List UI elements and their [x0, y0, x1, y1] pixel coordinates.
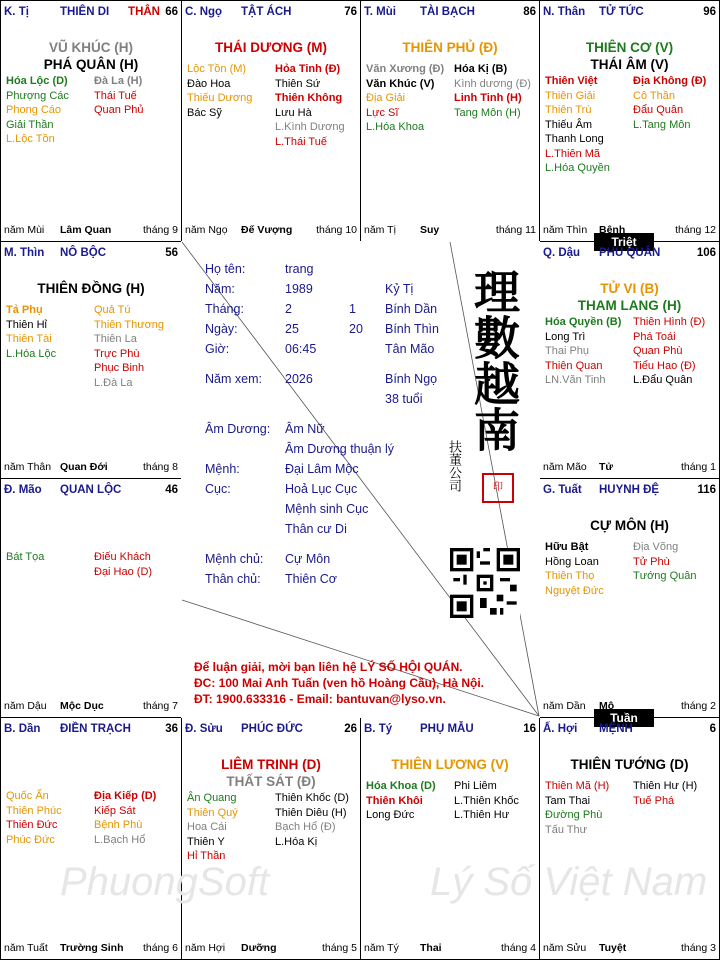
palace-month: tháng 6	[142, 942, 178, 954]
minor-star: Thiên Sứ	[275, 77, 321, 90]
minor-star: Tấu Thư	[545, 823, 588, 836]
minor-star: Thiên Tài	[6, 333, 52, 345]
menhchu-value: Cự Môn	[285, 552, 331, 566]
main-star: THÁI ÂM (V)	[590, 57, 669, 72]
minor-stars-right	[94, 789, 156, 847]
palace-branch: Đ. Sửu	[185, 723, 223, 735]
palace-content-mao	[0, 478, 182, 718]
minor-star: Phong Cáo	[6, 104, 62, 116]
minor-star: Đại Hao (D)	[94, 565, 153, 578]
thanchu-label: Thân chủ:	[205, 572, 261, 586]
minor-star: Thiên Hư (H)	[633, 780, 698, 792]
minor-star: L.Lộc Tồn	[6, 133, 55, 145]
palace-month: tháng 10	[316, 224, 357, 236]
minor-star: Bạch Hổ (Đ)	[275, 821, 336, 833]
contact-line-3: ĐT: 1900.633316 - Email: bantuvan@lyso.vn.	[194, 692, 446, 706]
palace-footer	[4, 942, 178, 956]
palace-trang-sinh: Tuyệt	[599, 942, 627, 954]
palace-header	[364, 6, 536, 20]
palace-trang-sinh: Mộ	[599, 700, 615, 712]
palace-header	[185, 6, 357, 20]
minor-stars-right	[454, 779, 519, 823]
palace-branch: B. Dần	[4, 723, 41, 735]
palace-age-number: 36	[165, 723, 178, 735]
palace-content-hoi	[539, 717, 720, 960]
hoten-value: trang	[285, 262, 314, 276]
ngay-label: Ngày:	[205, 322, 238, 336]
palace-name: TẬT ÁCH	[241, 6, 292, 18]
palace-year: năm Dậu	[4, 700, 47, 712]
minor-stars-right	[275, 62, 345, 149]
gio-can: Tân Mão	[385, 342, 435, 356]
palace-content-ngo	[181, 0, 361, 242]
minor-star: L.Thiên Hư	[454, 809, 510, 821]
minor-star: Lưu Hà	[275, 106, 312, 119]
palace-year: năm Thân	[4, 461, 52, 473]
palace-header	[364, 723, 536, 737]
palace-footer	[4, 700, 178, 714]
palace-name: THIÊN DI	[60, 6, 110, 18]
minor-star: Điếu Khách	[94, 551, 151, 563]
palace-age-number: 16	[523, 723, 536, 735]
minor-star: L.Kình Dương	[275, 121, 345, 133]
minor-star: Văn Khúc (V)	[366, 77, 435, 90]
minor-star: Quốc Ấn	[6, 790, 49, 802]
contact-line-1: Để luận giải, mời bạn liên hệ LÝ SỐ HỘI QUÁN.	[194, 660, 463, 674]
ngay-value-2: 20	[349, 322, 363, 336]
minor-star: Thiên La	[94, 333, 137, 345]
palace-footer	[543, 461, 716, 475]
minor-star: Hỉ Thần	[187, 850, 226, 862]
palace-trang-sinh: Dưỡng	[241, 942, 277, 954]
minor-star: Bác Sỹ	[187, 106, 222, 119]
palace-month: tháng 5	[321, 942, 357, 954]
main-star: THIÊN LƯƠNG (V)	[391, 757, 509, 772]
palace-branch: T. Mùi	[364, 6, 396, 18]
minor-star: LN.Văn Tinh	[545, 374, 606, 386]
palace-name: HUYNH ĐỆ	[599, 484, 660, 496]
minor-star: Địa Kiếp (D)	[94, 790, 157, 802]
minor-star: Đường Phù	[545, 809, 603, 821]
palace-name: TỬ TỨC	[599, 6, 644, 18]
amduong-label: Âm Dương:	[205, 422, 271, 436]
palace-footer	[364, 942, 536, 956]
main-star: CỰ MÔN (H)	[590, 518, 669, 533]
main-star: THẤT SÁT (Đ)	[226, 774, 316, 789]
thanchu-value: Thiên Cơ	[285, 572, 337, 586]
minor-star: Tiểu Hao (Đ)	[633, 359, 696, 372]
palace-year: năm Tị	[364, 224, 396, 236]
minor-stars-left	[6, 789, 62, 847]
palace-footer	[543, 942, 716, 956]
main-star: THAM LANG (H)	[577, 298, 682, 313]
nam-can: Kỷ Tị	[385, 282, 414, 296]
seal-stamp: 印	[482, 473, 514, 503]
minor-star: Thiên Quý	[187, 806, 238, 819]
palace-age-number: 56	[165, 247, 178, 259]
cuc-value-2: Mệnh sinh Cục	[285, 502, 369, 516]
minor-star: Tam Thai	[545, 794, 591, 807]
palace-header	[185, 723, 357, 737]
cuc-label: Cục:	[205, 482, 231, 496]
minor-star: Hồng Loan	[545, 555, 599, 568]
thang-can: Bính Dần	[385, 302, 438, 316]
palace-year: năm Hợi	[185, 942, 226, 954]
palace-month: tháng 9	[142, 224, 178, 236]
contact-line-2: ĐC: 100 Mai Anh Tuấn (ven hồ Hoàng Cầu), Hà Nội.	[194, 676, 485, 690]
palace-footer	[543, 700, 716, 714]
minor-star: Giải Thần	[6, 118, 54, 131]
palace-content-tuat	[539, 478, 720, 718]
cuc-value-3: Thân cư Di	[285, 522, 347, 536]
minor-star: Quan Phù	[633, 345, 683, 357]
palace-age-number: 76	[344, 6, 357, 18]
palace-month: tháng 3	[680, 942, 716, 954]
minor-star: Thiên Mã (H)	[545, 780, 610, 792]
minor-star: Trực Phù	[94, 347, 140, 360]
palace-trang-sinh: Suy	[420, 224, 440, 236]
palace-name: TÀI BẠCH	[420, 6, 475, 18]
namxem-label: Năm xem:	[205, 372, 262, 386]
palace-header	[543, 6, 716, 20]
minor-star: Hỏa Tinh (Đ)	[275, 63, 341, 75]
palace-content-thin	[0, 241, 182, 479]
minor-star: Thiên Quan	[545, 359, 603, 372]
palace-content-ty2	[360, 717, 540, 960]
minor-stars-left	[187, 791, 238, 864]
nam-value: 1989	[285, 282, 313, 296]
minor-star: Tuế Phá	[633, 794, 675, 807]
palace-content-dau	[539, 241, 720, 479]
minor-stars-right	[454, 62, 531, 120]
palace-content-ty	[0, 0, 182, 242]
palace-branch: Q. Dậu	[543, 247, 581, 259]
main-star: TỬ VI (B)	[600, 281, 659, 296]
palace-year: năm Tý	[364, 942, 399, 954]
ngay-can: Bính Thìn	[385, 322, 439, 336]
nam-label: Năm:	[205, 282, 235, 296]
palace-year: năm Tuất	[4, 942, 48, 954]
palace-year: năm Sửu	[543, 942, 587, 954]
thang-label: Tháng:	[205, 302, 244, 316]
minor-stars-left	[6, 74, 69, 147]
minor-stars-left	[366, 779, 436, 823]
palace-month: tháng 11	[495, 224, 536, 236]
minor-star: Thiên Hình (Đ)	[633, 316, 706, 328]
gio-label: Giờ:	[205, 342, 230, 356]
minor-star: Thiên Hỉ	[6, 318, 47, 331]
palace-name: QUAN LỘC	[60, 484, 122, 496]
minor-star: Lộc Tồn (M)	[187, 63, 247, 75]
palace-branch: Đ. Mão	[4, 484, 42, 496]
minor-star: Cô Thần	[633, 89, 675, 102]
minor-star: Tử Phù	[633, 555, 670, 568]
palace-footer	[543, 224, 716, 238]
minor-star: Thiên Việt	[545, 75, 598, 87]
minor-star: Phá Toái	[633, 330, 676, 343]
minor-star: Kiếp Sát	[94, 804, 136, 817]
palace-year: năm Mùi	[4, 224, 45, 236]
palace-trang-sinh: Mộc Dục	[60, 700, 104, 712]
palace-name: PHỤ MẪU	[420, 723, 474, 735]
minor-stars-right	[633, 74, 706, 132]
minor-stars-right	[633, 540, 697, 584]
palace-branch: M. Thìn	[4, 247, 45, 259]
menh-label: Mệnh:	[205, 462, 240, 476]
tuan-badge: Tuần	[594, 709, 654, 727]
palace-footer	[364, 224, 536, 238]
minor-star: Đẩu Quân	[633, 104, 684, 116]
palace-header	[543, 484, 716, 498]
seal-small-text: 扶董公司	[446, 440, 461, 492]
minor-star: Hữu Bật	[545, 541, 589, 553]
palace-name: NÔ BỘC	[60, 247, 106, 259]
palace-branch: N. Thân	[543, 6, 586, 18]
minor-stars-right	[94, 550, 152, 579]
minor-stars-left	[545, 74, 610, 176]
palace-trang-sinh: Đế Vượng	[241, 224, 293, 236]
minor-star: Phượng Các	[6, 89, 69, 102]
minor-star: L.Thiên Khốc	[454, 794, 519, 807]
minor-star: Hóa Quyền (B)	[545, 316, 622, 328]
minor-star: Thiên Thương	[94, 318, 165, 331]
palace-branch: Ấ. Hợi	[543, 723, 578, 735]
main-star: THIÊN ĐỒNG (H)	[37, 281, 145, 296]
minor-star: L.Bạch Hổ	[94, 833, 146, 846]
minor-star: Hoa Cái	[187, 821, 227, 833]
main-star: VŨ KHÚC (H)	[49, 40, 133, 55]
minor-star: Quan Phủ	[94, 104, 144, 116]
thang-value: 2	[285, 302, 292, 316]
palace-branch: B. Tý	[364, 723, 393, 735]
minor-star: Địa Giải	[366, 92, 406, 104]
minor-star: Địa Võng	[633, 541, 679, 553]
palace-footer	[4, 461, 178, 475]
palace-trang-sinh: Tử	[599, 461, 614, 473]
palace-trang-sinh: Trường Sinh	[60, 942, 124, 954]
palace-age-number: 86	[523, 6, 536, 18]
minor-star: Địa Không (Đ)	[633, 75, 707, 87]
minor-star: Đà La (H)	[94, 75, 143, 87]
minor-star: L.Hóa Khoa	[366, 121, 425, 133]
minor-star: Thiên Trù	[545, 104, 592, 116]
minor-star: Đào Hoa	[187, 77, 231, 90]
watermark-right: Lý Số Việt Nam	[430, 860, 708, 904]
palace-trang-sinh: Bệnh	[599, 224, 626, 236]
hoten-label: Họ tên:	[205, 262, 246, 276]
minor-stars-right	[633, 779, 697, 808]
palace-month: tháng 8	[142, 461, 178, 473]
thang-value-2: 1	[349, 302, 356, 316]
minor-star: Tướng Quân	[633, 570, 697, 582]
minor-star: Thiên Thọ	[545, 570, 595, 582]
minor-stars-right	[94, 303, 164, 390]
minor-star: Tả Phụ	[6, 304, 43, 316]
minor-star: Thiên Y	[187, 835, 225, 848]
minor-star: Long Đức	[366, 809, 415, 821]
menhchu-label: Mệnh chủ:	[205, 552, 264, 566]
minor-star: Thiếu Âm	[545, 118, 593, 131]
main-star: THIÊN CƠ (V)	[585, 40, 674, 55]
minor-star: Thái Tuế	[94, 89, 137, 102]
palace-footer	[185, 224, 357, 238]
minor-stars-left	[6, 303, 56, 361]
palace-age-number: 26	[344, 723, 357, 735]
palace-content-mui	[360, 0, 540, 242]
minor-star: Lực Sĩ	[366, 106, 399, 119]
minor-star: Hóa Khoa (D)	[366, 780, 436, 792]
palace-branch: K. Tị	[4, 6, 29, 18]
minor-star: L.Hóa Kị	[275, 835, 318, 848]
minor-star: L.Đẩu Quân	[633, 374, 693, 386]
minor-star: Thiên Không	[275, 92, 343, 104]
palace-trang-sinh: Lâm Quan	[60, 224, 112, 236]
cuc-value: Hoả Lục Cục	[285, 482, 358, 496]
palace-header	[543, 247, 716, 261]
palace-age-number: 96	[703, 6, 716, 18]
palace-month: tháng 2	[680, 700, 716, 712]
minor-star: Tang Môn (H)	[454, 106, 521, 119]
qr-code	[450, 548, 520, 618]
palace-footer	[185, 942, 357, 956]
palace-trang-sinh: Thai	[420, 942, 442, 954]
palace-age-number: 6	[709, 723, 716, 735]
minor-star: Thiên Diêu (H)	[275, 806, 347, 819]
minor-star: Văn Xương (Đ)	[366, 63, 445, 75]
palace-header	[4, 247, 178, 261]
minor-star: Thiên Giải	[545, 89, 596, 102]
palace-content-dan	[0, 717, 182, 960]
minor-stars-left	[366, 62, 444, 135]
palace-age-number: 66	[165, 6, 178, 18]
minor-star: Thiên Đức	[6, 819, 58, 831]
triet-badge: Triệt	[594, 233, 654, 251]
minor-star: Thiên Phúc	[6, 804, 62, 817]
minor-star: Kình dương (Đ)	[454, 77, 531, 90]
minor-star: Thiếu Dương	[187, 92, 253, 104]
palace-header	[543, 723, 716, 737]
palace-footer	[4, 224, 178, 238]
minor-star: L.Thiên Mã	[545, 147, 601, 160]
palace-age-number: 106	[696, 247, 716, 259]
palace-branch: G. Tuất	[543, 484, 582, 496]
palace-year: năm Mão	[543, 461, 587, 473]
watermark-left: PhuongSoft	[60, 860, 270, 904]
minor-star: Quả Tú	[94, 304, 131, 316]
palace-name: PHU QUÂN	[599, 247, 661, 259]
minor-star: Thiên Khôi	[366, 794, 423, 807]
minor-stars-left	[187, 62, 252, 120]
minor-star: Phi Liêm	[454, 780, 497, 792]
palace-year: năm Thìn	[543, 224, 588, 236]
namxem-can: Bính Ngọ	[385, 372, 438, 386]
palace-name: ĐIỀN TRẠCH	[60, 723, 131, 735]
minor-star: Bát Tọa	[6, 551, 45, 563]
palace-name: PHÚC ĐỨC	[241, 723, 303, 735]
palace-year: năm Ngọ	[185, 224, 228, 236]
main-star: THIÊN TƯỚNG (D)	[570, 757, 689, 772]
minor-stars-right	[633, 315, 705, 388]
gio-value: 06:45	[285, 342, 317, 356]
minor-star: Bệnh Phù	[94, 819, 143, 831]
palace-header	[4, 723, 178, 737]
main-star: THÁI DƯƠNG (M)	[215, 40, 327, 55]
minor-star: Long Trì	[545, 330, 586, 343]
minor-star: Ân Quang	[187, 792, 237, 804]
palace-month: tháng 4	[500, 942, 536, 954]
minor-star: Thiên Khốc (D)	[275, 792, 349, 804]
palace-trang-sinh: Quan Đới	[60, 461, 108, 473]
minor-star: L.Hóa Quyền	[545, 162, 610, 174]
minor-stars-left	[545, 315, 621, 388]
minor-star: Hóa Kị (B)	[454, 63, 508, 75]
calligraphy-text: 理數越南	[467, 268, 521, 452]
palace-header	[4, 6, 178, 20]
palace-content-suu	[181, 717, 361, 960]
minor-stars-left	[6, 550, 44, 565]
than-marker: THÂN	[128, 6, 160, 18]
ngay-value: 25	[285, 322, 299, 336]
minor-star: Phục Binh	[94, 362, 145, 374]
palace-month: tháng 7	[142, 700, 178, 712]
palace-year: năm Dần	[543, 700, 586, 712]
minor-star: Thai Phụ	[545, 345, 590, 357]
minor-star: Linh Tinh (H)	[454, 92, 522, 104]
palace-content-than	[539, 0, 720, 242]
palace-branch: C. Ngọ	[185, 6, 223, 18]
menh-value: Đại Lâm Mộc	[285, 462, 359, 476]
minor-star: L.Thái Tuế	[275, 135, 327, 148]
palace-name: MỆNH	[599, 723, 633, 735]
main-star: LIÊM TRINH (D)	[221, 757, 321, 772]
amduong-value-2: Âm Dương thuận lý	[285, 442, 394, 456]
minor-stars-right	[94, 74, 144, 118]
minor-star: L.Hóa Lộc	[6, 347, 57, 360]
calligraphy-logo	[462, 268, 522, 528]
tuoi-value: 38 tuổi	[385, 392, 423, 406]
palace-age-number: 46	[165, 484, 178, 496]
palace-month: tháng 12	[675, 224, 716, 236]
minor-stars-left	[545, 779, 609, 837]
main-star: PHÁ QUÂN (H)	[43, 57, 139, 72]
minor-star: Thanh Long	[545, 133, 604, 145]
namxem-value: 2026	[285, 372, 313, 386]
minor-stars-right	[275, 791, 349, 849]
main-star: THIÊN PHỦ (Đ)	[402, 40, 498, 55]
minor-star: Hóa Lộc (D)	[6, 75, 68, 87]
minor-star: Phúc Đức	[6, 833, 55, 846]
minor-star: Nguyệt Đức	[545, 584, 604, 597]
palace-header	[4, 484, 178, 498]
amduong-value: Âm Nữ	[285, 422, 325, 436]
palace-month: tháng 1	[680, 461, 716, 473]
palace-age-number: 116	[697, 484, 716, 496]
minor-star: L.Tang Môn	[633, 118, 691, 131]
minor-stars-left	[545, 540, 604, 598]
minor-star: L.Đà La	[94, 376, 133, 389]
